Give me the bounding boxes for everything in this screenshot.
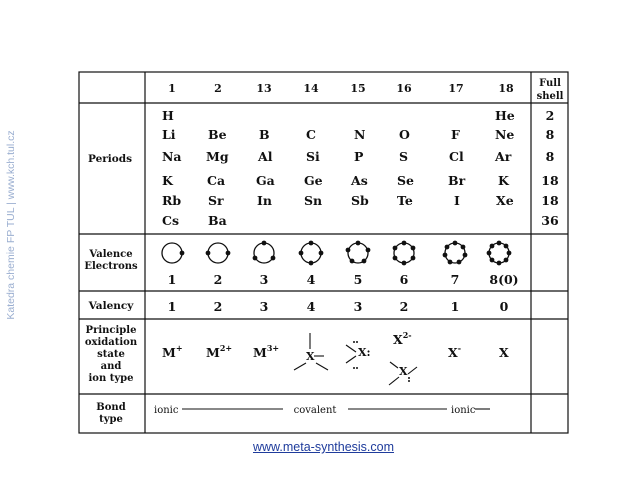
element: Ca (207, 173, 226, 188)
svg-text:X2-: $X^{2-}$ (393, 330, 412, 347)
element: Ge (304, 173, 323, 188)
svg-text:and: and (100, 361, 122, 372)
element: K (498, 173, 509, 188)
svg-text:5: 5 (353, 272, 363, 287)
element: Na (162, 149, 182, 164)
svg-text:Principle: Principle (85, 325, 137, 336)
svg-text:M+: M+ (162, 343, 183, 360)
element: Ba (208, 213, 227, 228)
svg-text:18: 18 (541, 173, 559, 188)
svg-text:8: 8 (545, 127, 555, 142)
svg-text:X:: X: (358, 346, 371, 359)
element: P (354, 149, 364, 164)
element: F (451, 127, 460, 142)
svg-text:ion type: ion type (88, 373, 134, 384)
group-header: 14 (303, 82, 319, 95)
svg-text:36: 36 (541, 213, 559, 228)
svg-text:oxidation: oxidation (84, 337, 138, 348)
element: I (454, 193, 460, 208)
element: Sr (208, 193, 224, 208)
svg-text:X: X (306, 350, 315, 363)
element: Sb (351, 193, 369, 208)
element: Rb (162, 193, 182, 208)
valence-label: Valence (89, 249, 133, 260)
element: S (399, 149, 409, 164)
group-header: 16 (396, 82, 412, 95)
bond-label: type (99, 414, 123, 425)
svg-text:0: 0 (499, 299, 509, 314)
svg-text:7: 7 (450, 272, 460, 287)
sidebar-text: Katedra chemie FP TUL | www.kch.tul.cz (5, 130, 17, 320)
svg-text:2: 2 (545, 108, 555, 123)
bond-label: Bond (96, 402, 126, 413)
svg-text:X-: X- (448, 343, 462, 360)
svg-text:2: 2 (213, 272, 223, 287)
element: Li (162, 127, 176, 142)
group-header: 15 (350, 82, 366, 95)
element: Ga (256, 173, 275, 188)
element: Sn (304, 193, 323, 208)
group-header: 13 (256, 82, 272, 95)
oxidation-label (85, 325, 138, 384)
element: He (495, 108, 515, 123)
svg-text:6: 6 (399, 272, 409, 287)
group-header: 18 (498, 82, 514, 95)
svg-text:ionic: ionic (451, 405, 476, 416)
source-link[interactable]: www.meta-synthesis.com (253, 440, 395, 454)
svg-text:4: 4 (306, 272, 316, 287)
element: Br (448, 173, 466, 188)
group-header: 17 (448, 82, 464, 95)
element: Mg (206, 149, 229, 164)
periods-grid (162, 108, 515, 228)
svg-text:X: X (399, 365, 408, 378)
svg-text:4: 4 (306, 299, 316, 314)
svg-text:18: 18 (541, 193, 559, 208)
full-shell-header: shell (536, 91, 564, 102)
element: K (162, 173, 173, 188)
svg-text:3: 3 (259, 272, 269, 287)
element: Ar (495, 149, 512, 164)
periodic-table-image (78, 71, 570, 435)
element: In (257, 193, 272, 208)
svg-text:2: 2 (399, 299, 409, 314)
element: Cs (162, 213, 179, 228)
valence-electron-counts (168, 272, 519, 287)
group-header: 1 (168, 82, 176, 95)
svg-text:8: 8 (545, 149, 555, 164)
element: Si (306, 149, 320, 164)
full-shell-header: Full (539, 78, 561, 89)
valence-diagrams (162, 243, 509, 263)
valence-label: Electrons (84, 261, 138, 272)
element: Se (397, 173, 414, 188)
svg-text:1: 1 (167, 272, 177, 287)
svg-text:3: 3 (353, 299, 363, 314)
svg-text:X: X (499, 345, 509, 360)
bond-type-scale (154, 405, 476, 416)
element: Xe (496, 193, 514, 208)
svg-text:state: state (97, 349, 125, 360)
valency-values (168, 299, 509, 314)
sidebar-watermark (0, 70, 22, 380)
valence-electron-dots (180, 241, 512, 266)
svg-text:M2+: $M^{2+}$ (206, 343, 233, 360)
element: C (306, 127, 316, 142)
element: O (399, 127, 410, 142)
periods-label: Periods (87, 153, 133, 165)
svg-text:M3+: $M^{3+}$ (253, 343, 280, 360)
svg-text:3: 3 (259, 299, 269, 314)
element: H (162, 108, 174, 123)
svg-text:1: 1 (167, 299, 177, 314)
valency-label: Valency (88, 300, 134, 312)
svg-text:1: 1 (450, 299, 460, 314)
svg-text:2: 2 (213, 299, 223, 314)
element: As (351, 173, 368, 188)
element: B (259, 127, 270, 142)
oxidation-values (162, 330, 509, 378)
element: Cl (449, 149, 464, 164)
svg-text:ionic: ionic (154, 405, 179, 416)
element: N (354, 127, 366, 142)
full-shell-values (541, 108, 559, 228)
element: Be (208, 127, 227, 142)
element: Ne (495, 127, 515, 142)
element: Al (258, 149, 273, 164)
element: Te (397, 193, 413, 208)
svg-text:covalent: covalent (293, 405, 337, 416)
svg-text:8(0): 8(0) (489, 272, 519, 287)
group-header: 2 (214, 82, 222, 95)
